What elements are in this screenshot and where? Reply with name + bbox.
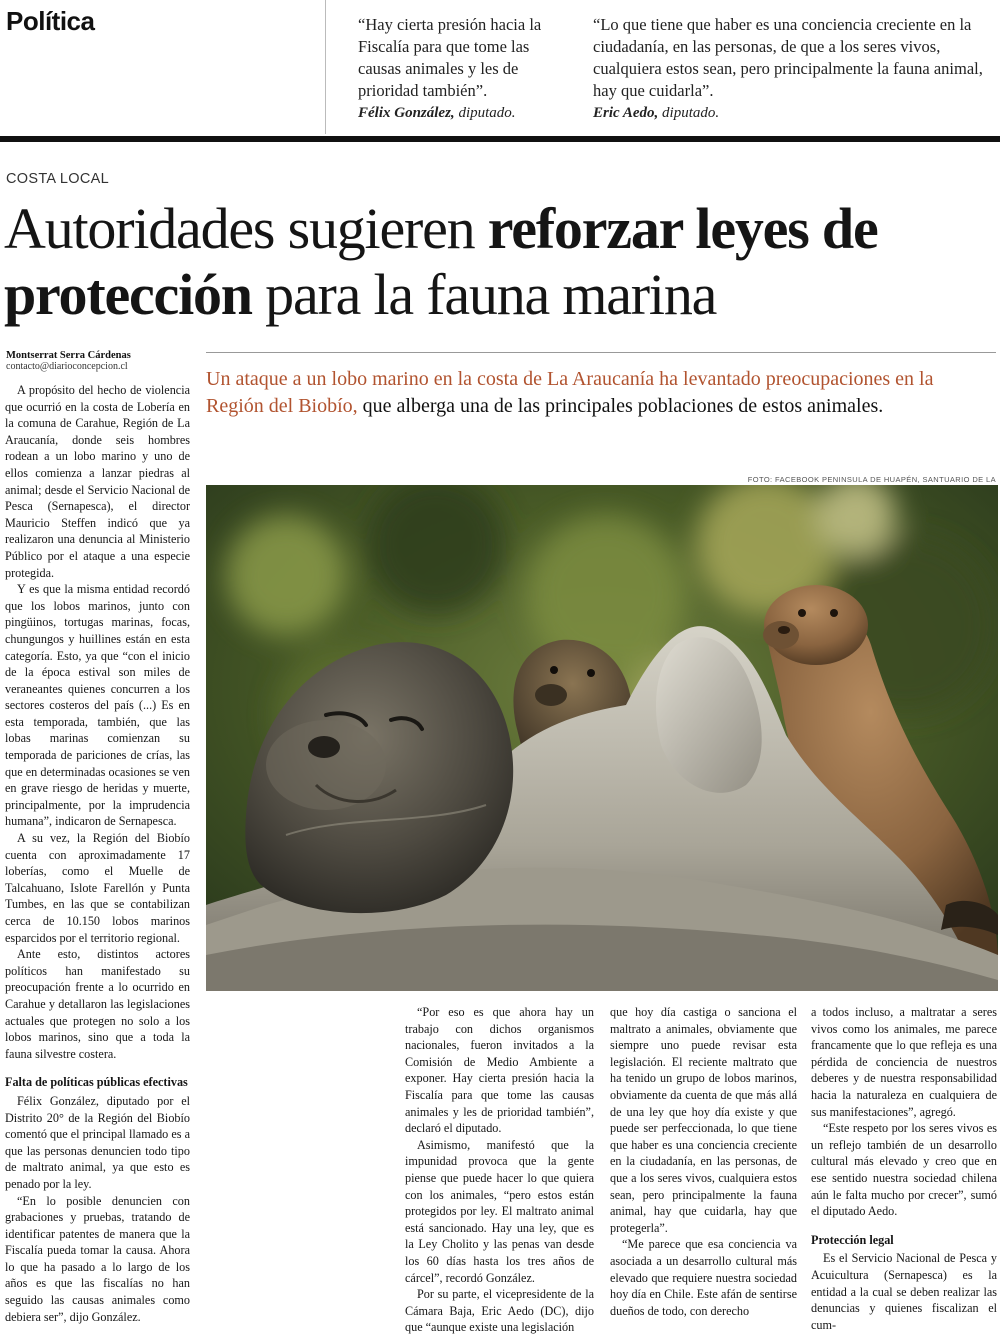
byline-author: Montserrat Serra Cárdenas <box>6 350 131 361</box>
kicker: COSTA LOCAL <box>6 171 109 187</box>
subheading: Protección legal <box>811 1232 894 1247</box>
body-column-3 <box>610 1004 797 1319</box>
paragraph: a todos incluso, a maltratar a seres vivos como los animales, me parece francamente que lo que refleja es una pérdida de conciencia de nuestros deberes y de nuestra responsabilidad hacia la naturaleza en cualquiera de sus manifestaciones”, agregó. <box>811 1005 997 1119</box>
subheading: Falta de políticas públicas efectivas <box>5 1075 188 1090</box>
byline <box>6 350 196 372</box>
header-rule <box>0 136 1000 142</box>
body-column-2 <box>405 1004 594 1336</box>
paragraph: Asimismo, manifestó que la impunidad provoca que la gente piense que puede hacer lo que quiera con los animales, “pero estos están protegidos por ley. El maltrato animal está sancionado. Hay una ley, que es la Ley Cholito y las penas van desde los 60 días hasta los tres años de cárcel”, recordó González. <box>405 1137 594 1285</box>
section-title: Política <box>6 6 95 36</box>
byline-email[interactable]: contacto@diarioconcepcion.cl <box>6 361 128 372</box>
pull-quote-2 <box>593 14 983 124</box>
pull-quote-1-author: Félix González, <box>358 105 455 121</box>
header-divider <box>325 0 326 134</box>
pull-quote-2-author: Eric Aedo, <box>593 105 659 121</box>
paragraph: Y es que la misma entidad recordó que los lobos marinos, junto con pingüinos, tortugas marinas, focas, chungungos y huillines están en esta categoría. Esto, ya que “con el inicio de la época estival son miles de veraneantes quienes concurren a los sectores costeros del país (...) Es en esta temporada, también, que las lobas marinas comienzan su temporada de pariciones de crías, las que en determinadas ocasiones se ven en grave riesgo de heridas y muerte, principalmente, por la imprudencia humana”, indicaron de Sernapesca. <box>5 582 190 829</box>
paragraph: Ante esto, distintos actores políticos han manifestado su preocupación frente a lo ocurrido en Carahue y detallaron las legislaciones actuales que protegen no solo a los lobos marinos, sino que a toda la fauna silvestre costera. <box>5 947 190 1061</box>
body-column-1 <box>5 382 190 1325</box>
paragraph: “Este respeto por los seres vivos es un reflejo también de un desarrollo cultural más elevado y creo que en ese sentido nuestra sociedad chilena aún le falta mucho por crecer”, sumó el diputado Aedo. <box>811 1121 997 1219</box>
headline-part-1: Autoridades sugieren <box>4 196 488 261</box>
pull-quote-2-text: “Lo que tiene que haber es una conciencia creciente en la ciudadanía, en las personas, de que a los seres vivos, cualquiera estos sean, pero principalmente la fauna animal, hay que cuidarla”. <box>593 15 983 100</box>
pull-quote-1-text: “Hay cierta presión hacia la Fiscalía para que tome las causas animales y les de prioridad también”. <box>358 15 542 100</box>
pull-quote-1 <box>358 14 563 124</box>
paragraph: que hoy día castiga o sanciona el maltrato a animales, obviamente que siempre uno puede revisar esta legislación. El reciente maltrato que ha tenido un grupo de lobos marinos, obviamente da cuenta de que más allá de una ley que hoy día existe y que puede ser perfeccionada, lo que tiene que haber es una conciencia creciente en la ciudadanía, en las personas, de que a los seres vivos, cualquiera estos sean, pero principalmente la fauna animal, hay que cuidarla, hay que protegerla”. <box>610 1005 797 1235</box>
headline-bold: reforzar leyes de protección <box>4 196 878 327</box>
headline <box>4 196 996 328</box>
paragraph: A su vez, la Región del Biobío cuenta con aproximadamente 17 loberías, como el Muelle de Talcahuano, Islote Farellón y Punta Tumbes, en las que se contabilizan cerca de 10.150 lobos marinos esparcidos por el territorio regional. <box>5 831 190 945</box>
paragraph: “Por eso es que ahora hay un trabajo con dichos organismos nacionales, fueron invitados a la Comisión de Medio Ambiente a exponer. Hay cierta presión hacia la Fiscalía para que tome las causas animales y les de prioridad también”, declaró el diputado. <box>405 1005 594 1136</box>
paragraph: “Me parece que esa conciencia va asociada a un desarrollo cultural más elevado que requiere nuestra sociedad hoy día en Chile. Este afán de sentirse dueños de todo, con derecho <box>610 1237 797 1318</box>
body-column-4 <box>811 1004 997 1333</box>
paragraph: A propósito del hecho de violencia que ocurrió en la costa de Lobería en la comuna de Carahue, Región de La Araucanía, donde seis hombres rodean a un lobo marino y uno de ellos comienza a lanzar piedras al animal; desde el Servicio Nacional de Pesca (Sernapesca), el director Mauricio Steffen indicó que ya realizaron una denuncia al Ministerio Público por el ataque a una especie protegida. <box>5 383 190 580</box>
deck-rest: que alberga una de las principales poblaciones de estos animales. <box>357 395 884 417</box>
deck-rule <box>206 352 996 353</box>
pull-quote-2-role: diputado. <box>662 105 720 121</box>
deck <box>206 366 996 420</box>
pull-quote-1-role: diputado. <box>458 105 516 121</box>
pull-quote-2-attribution <box>593 102 983 124</box>
paragraph: Félix González, diputado por el Distrito 20° de la Región del Biobío comentó que el principal llamado es a que las personas denuncien todo tipo de maltrato animal, ya que esto es penado por la ley. <box>5 1093 190 1191</box>
paragraph: “En lo posible denuncien con grabaciones y pruebas, tratando de identificar patentes de manera que la Fiscalía pueda tomar la causa. Ahora lo que ha pasado a lo largo de los años es que las fiscalías no han seguido las causas animales como debiera ser”, dijo González. <box>5 1193 190 1324</box>
paragraph: Es el Servicio Nacional de Pesca y Acuicultura (Sernapesca) es la entidad a la cual se deben realizar las denuncias y quienes fiscalizan el cum- <box>811 1251 997 1332</box>
headline-part-2: para la fauna marina <box>251 262 717 327</box>
paragraph: Por su parte, el vicepresidente de la Cámara Baja, Eric Aedo (DC), dijo que “aunque existe una legislación <box>405 1287 594 1335</box>
photo-credit: FOTO: FACEBOOK PENINSULA DE HUAPÉN, SANTUARIO DE LA <box>747 475 996 484</box>
pull-quote-1-attribution <box>358 102 563 124</box>
sea-lions-photo <box>206 485 998 991</box>
deck-accent: Un ataque a un lobo marino en la costa de La Araucanía ha levantado preocupaciones en la Región del Biobío, <box>206 368 934 417</box>
